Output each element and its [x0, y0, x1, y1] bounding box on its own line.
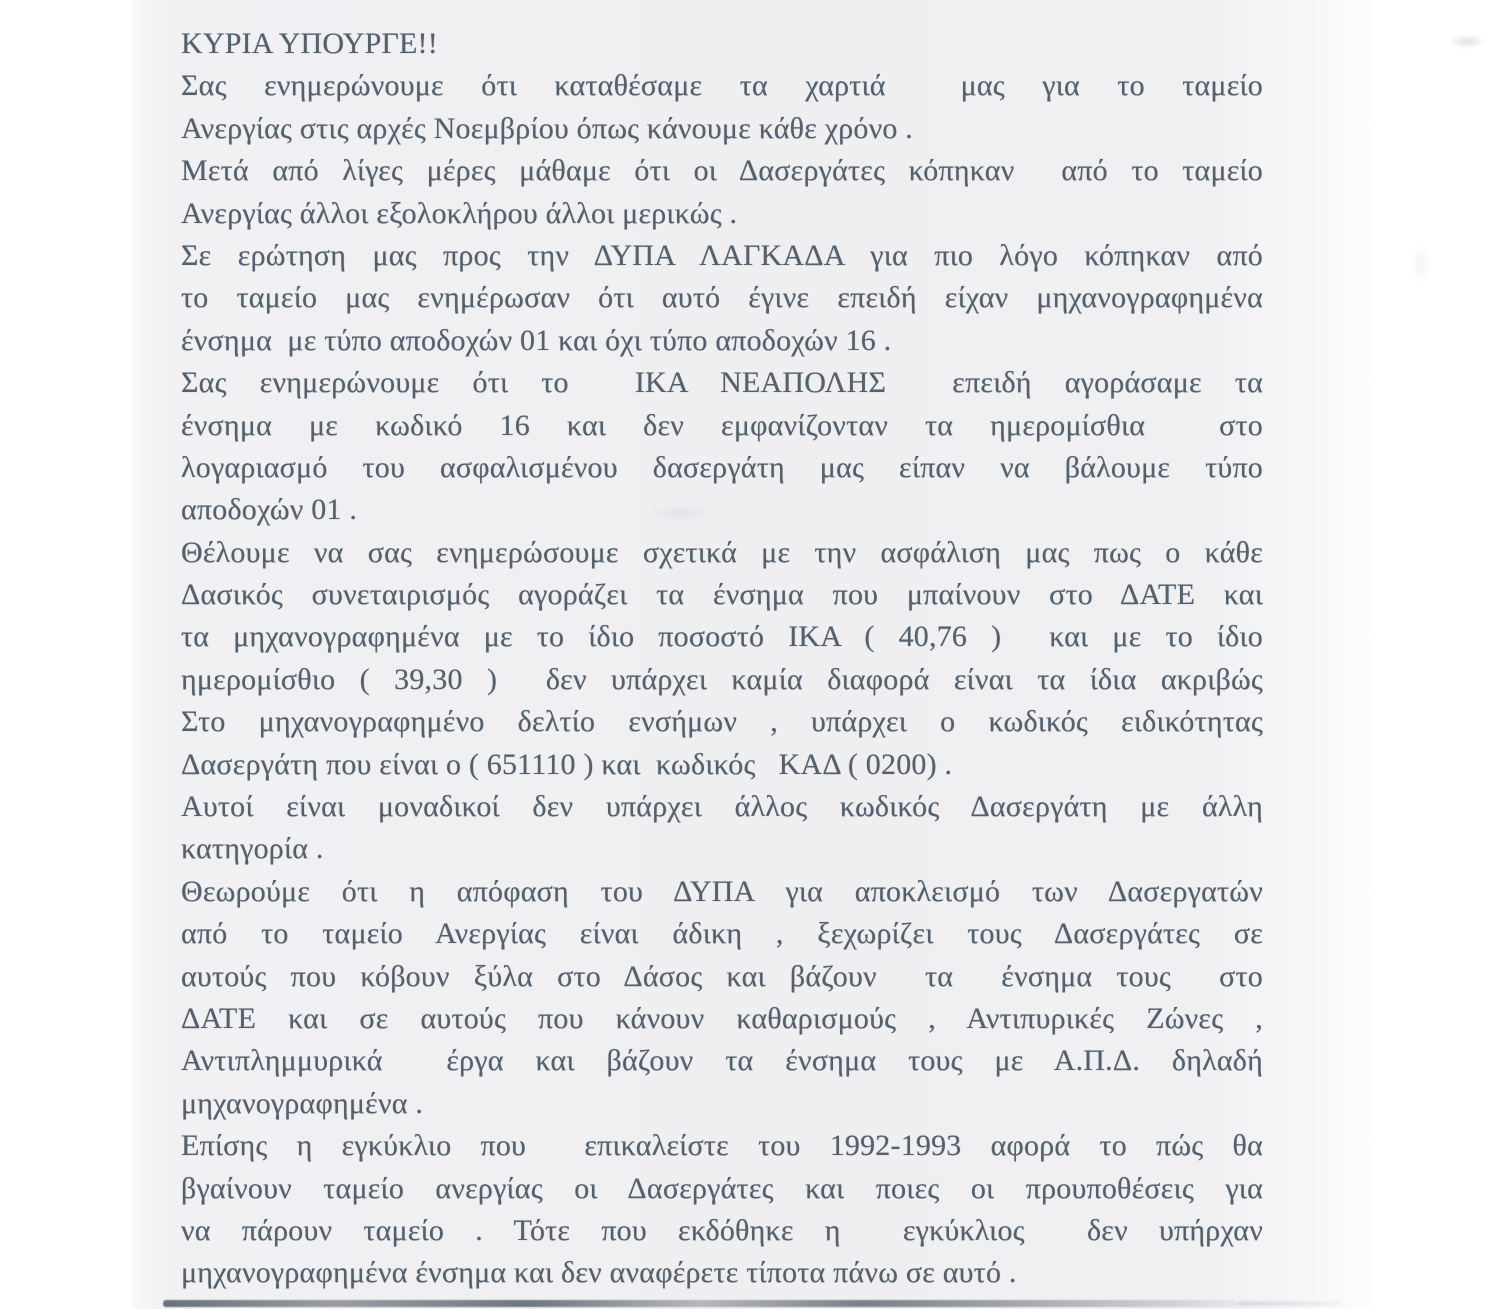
letter-line: Σας ενημερώνουμε ότι καταθέσαμε τα χαρτιά μας για το ταμείο	[181, 69, 1263, 103]
letter-line: ΔΑΤΕ και σε αυτούς που κάνουν καθαρισμούς , Αντιπυρικές Ζώνες ,	[181, 1001, 1263, 1035]
letter-line: μηχανογραφημένα ένσημα και δεν αναφέρετε τίποτα πάνω σε αυτό .	[181, 1256, 1017, 1290]
scan-smudge	[1410, 243, 1432, 285]
letter-line: Αντιπλημμυρικά έργα και βάζουν τα ένσημα τους με Α.Π.Δ. δηλαδή	[181, 1044, 1263, 1078]
letter-line: Δασεργάτη που είναι ο ( 651110 ) και κωδικός ΚΑΔ ( 0200) .	[181, 747, 953, 781]
letter-line: Ανεργίας στις αρχές Νοεμβρίου όπως κάνουμε κάθε χρόνο .	[181, 111, 913, 145]
letter-line: από το ταμείο Ανεργίας είναι άδικη , ξεχωρίζει τους Δασεργάτες σε	[181, 917, 1263, 951]
letter-line: Δασικός συνεταιρισμός αγοράζει τα ένσημα που μπαίνουν στο ΔΑΤΕ και	[181, 578, 1263, 612]
letter-line: Αυτοί είναι μοναδικοί δεν υπάρχει άλλος κωδικός Δασεργάτη με άλλη	[181, 790, 1263, 824]
scan-bottom-edge-shadow	[163, 1300, 1238, 1307]
letter-line: να πάρουν ταμείο . Τότε που εκδόθηκε η εγκύκλιος δεν υπήρχαν	[181, 1213, 1263, 1247]
letter-line: Θέλουμε να σας ενημερώσουμε σχετικά με την ασφάλιση μας πως ο κάθε	[181, 535, 1263, 569]
scan-bottom-edge-shadow-tail	[1238, 1301, 1342, 1306]
letter-line: λογαριασμό του ασφαλισμένου δασεργάτη μας είπαν να βάλουμε τύπο	[181, 450, 1263, 484]
letter-line: ημερομίσθιο ( 39,30 ) δεν υπάρχει καμία διαφορά είναι τα ίδια ακριβώς	[181, 662, 1263, 696]
letter-line: Ανεργίας άλλοι εξολοκλήρου άλλοι μερικώς .	[181, 196, 738, 230]
letter-line: κατηγορία .	[181, 832, 324, 866]
letter-line: το ταμείο μας ενημέρωσαν ότι αυτό έγινε επειδή είχαν μηχανογραφημένα	[181, 281, 1263, 315]
letter-line: Θεωρούμε ότι η απόφαση του ΔΥΠΑ για αποκλεισμό των Δασεργατών	[181, 874, 1263, 908]
letter-line: Μετά από λίγες μέρες μάθαμε ότι οι Δασεργάτες κόπηκαν από το ταμείο	[181, 154, 1263, 188]
letter-line: Σας ενημερώνουμε ότι το ΙΚΑ ΝΕΑΠΟΛΗΣ επειδή αγοράσαμε τα	[181, 366, 1263, 400]
letter-line: βγαίνουν ταμείο ανεργίας οι Δασεργάτες και ποιες οι προυποθέσεις για	[181, 1171, 1263, 1205]
letter-line: ένσημα με κωδικό 16 και δεν εμφανίζονταν τα ημερομίσθια στο	[181, 408, 1263, 442]
letter-line: τα μηχανογραφημένα με το ίδιο ποσοστό ΙΚΑ ( 40,76 ) και με το ίδιο	[181, 620, 1263, 654]
letter-line: αυτούς που κόβουν ξύλα στο Δάσος και βάζουν τα ένσημα τους στο	[181, 959, 1263, 993]
scan-smudge	[1448, 34, 1486, 49]
letter-line: αποδοχών 01 .	[181, 493, 358, 527]
letter-line: μηχανογραφημένα .	[181, 1086, 424, 1120]
letter-body	[181, 23, 1263, 1295]
letter-line: ένσημα με τύπο αποδοχών 01 και όχι τύπο αποδοχών 16 .	[181, 323, 892, 357]
salutation-line: ΚΥΡΙΑ ΥΠΟΥΡΓΕ!!	[181, 27, 438, 60]
letter-line: Στο μηχανογραφημένο δελτίο ενσήμων , υπάρχει ο κωδικός ειδικότητας	[181, 705, 1263, 739]
letter-line: Σε ερώτηση μας προς την ΔΥΠΑ ΛΑΓΚΑΔΑ για πιο λόγο κόπηκαν από	[181, 238, 1263, 272]
letter-line: Επίσης η εγκύκλιο που επικαλείστε του 1992-1993 αφορά το πώς θα	[181, 1129, 1263, 1163]
